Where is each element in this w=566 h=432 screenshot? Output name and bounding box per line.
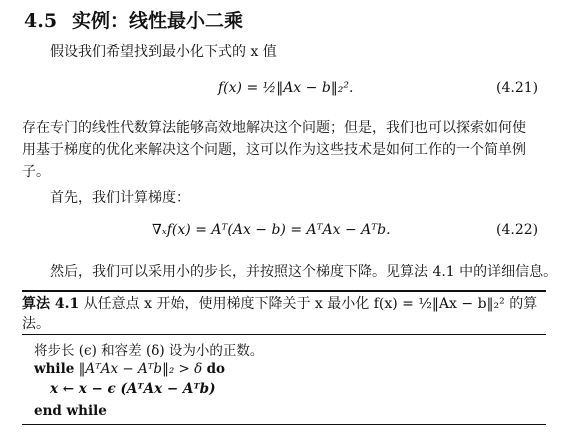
paragraph-line: 子。 [22,164,50,180]
section-title: 实例：线性最小二乘 [72,10,244,32]
equation-4-21-label: (4.21) [496,80,539,96]
algorithm-top-rule [22,290,546,292]
section-number: 4.5 [24,10,58,32]
paragraph-step-descent: 然后，我们可以采用小的步长，并按照这个梯度下降。见算法 4.1 中的详细信息。 [50,264,558,280]
algorithm-step-4: end while [34,403,107,419]
paragraph-line: 存在专门的线性代数算法能够高效地解决这个问题；但是，我们也可以探索如何使 [22,120,526,136]
algorithm-mid-rule [22,334,546,335]
algorithm-caption-label: 算法 4.1 [22,296,80,312]
keyword-while: while [34,361,75,377]
algorithm-step-2 [34,361,225,377]
while-condition: ‖AᵀAx − Aᵀb‖₂ > δ [78,361,203,377]
algorithm-step-3: x ← x − ϵ (AᵀAx − Aᵀb) [50,381,216,397]
paragraph-gradient-intro: 首先，我们计算梯度： [50,190,190,206]
equation-4-22: ∇ₓf(x) = Aᵀ(Ax − b) = AᵀAx − Aᵀb. [152,222,391,238]
section-heading [24,6,243,33]
algorithm-caption-text: 从任意点 x 开始，使用梯度下降关于 x 最小化 f(x) = ½‖Ax − b‖₂² 的算 [83,296,538,312]
algorithm-step-1: 将步长 (ϵ) 和容差 (δ) 设为小的正数。 [34,343,264,359]
algorithm-caption [22,294,537,314]
equation-4-22-label: (4.22) [496,222,539,238]
algorithm-bottom-rule [22,424,546,425]
keyword-do: do [206,361,226,377]
paragraph-intro: 假设我们希望找到最小化下式的 x 值 [50,44,277,60]
equation-4-21: f(x) = ½‖Ax − b‖₂². [218,80,354,96]
algorithm-caption-cont: 法。 [22,316,50,332]
paragraph-line: 用基于梯度的优化来解决这个问题，这可以作为这些技术是如何工作的一个简单例 [22,142,526,158]
